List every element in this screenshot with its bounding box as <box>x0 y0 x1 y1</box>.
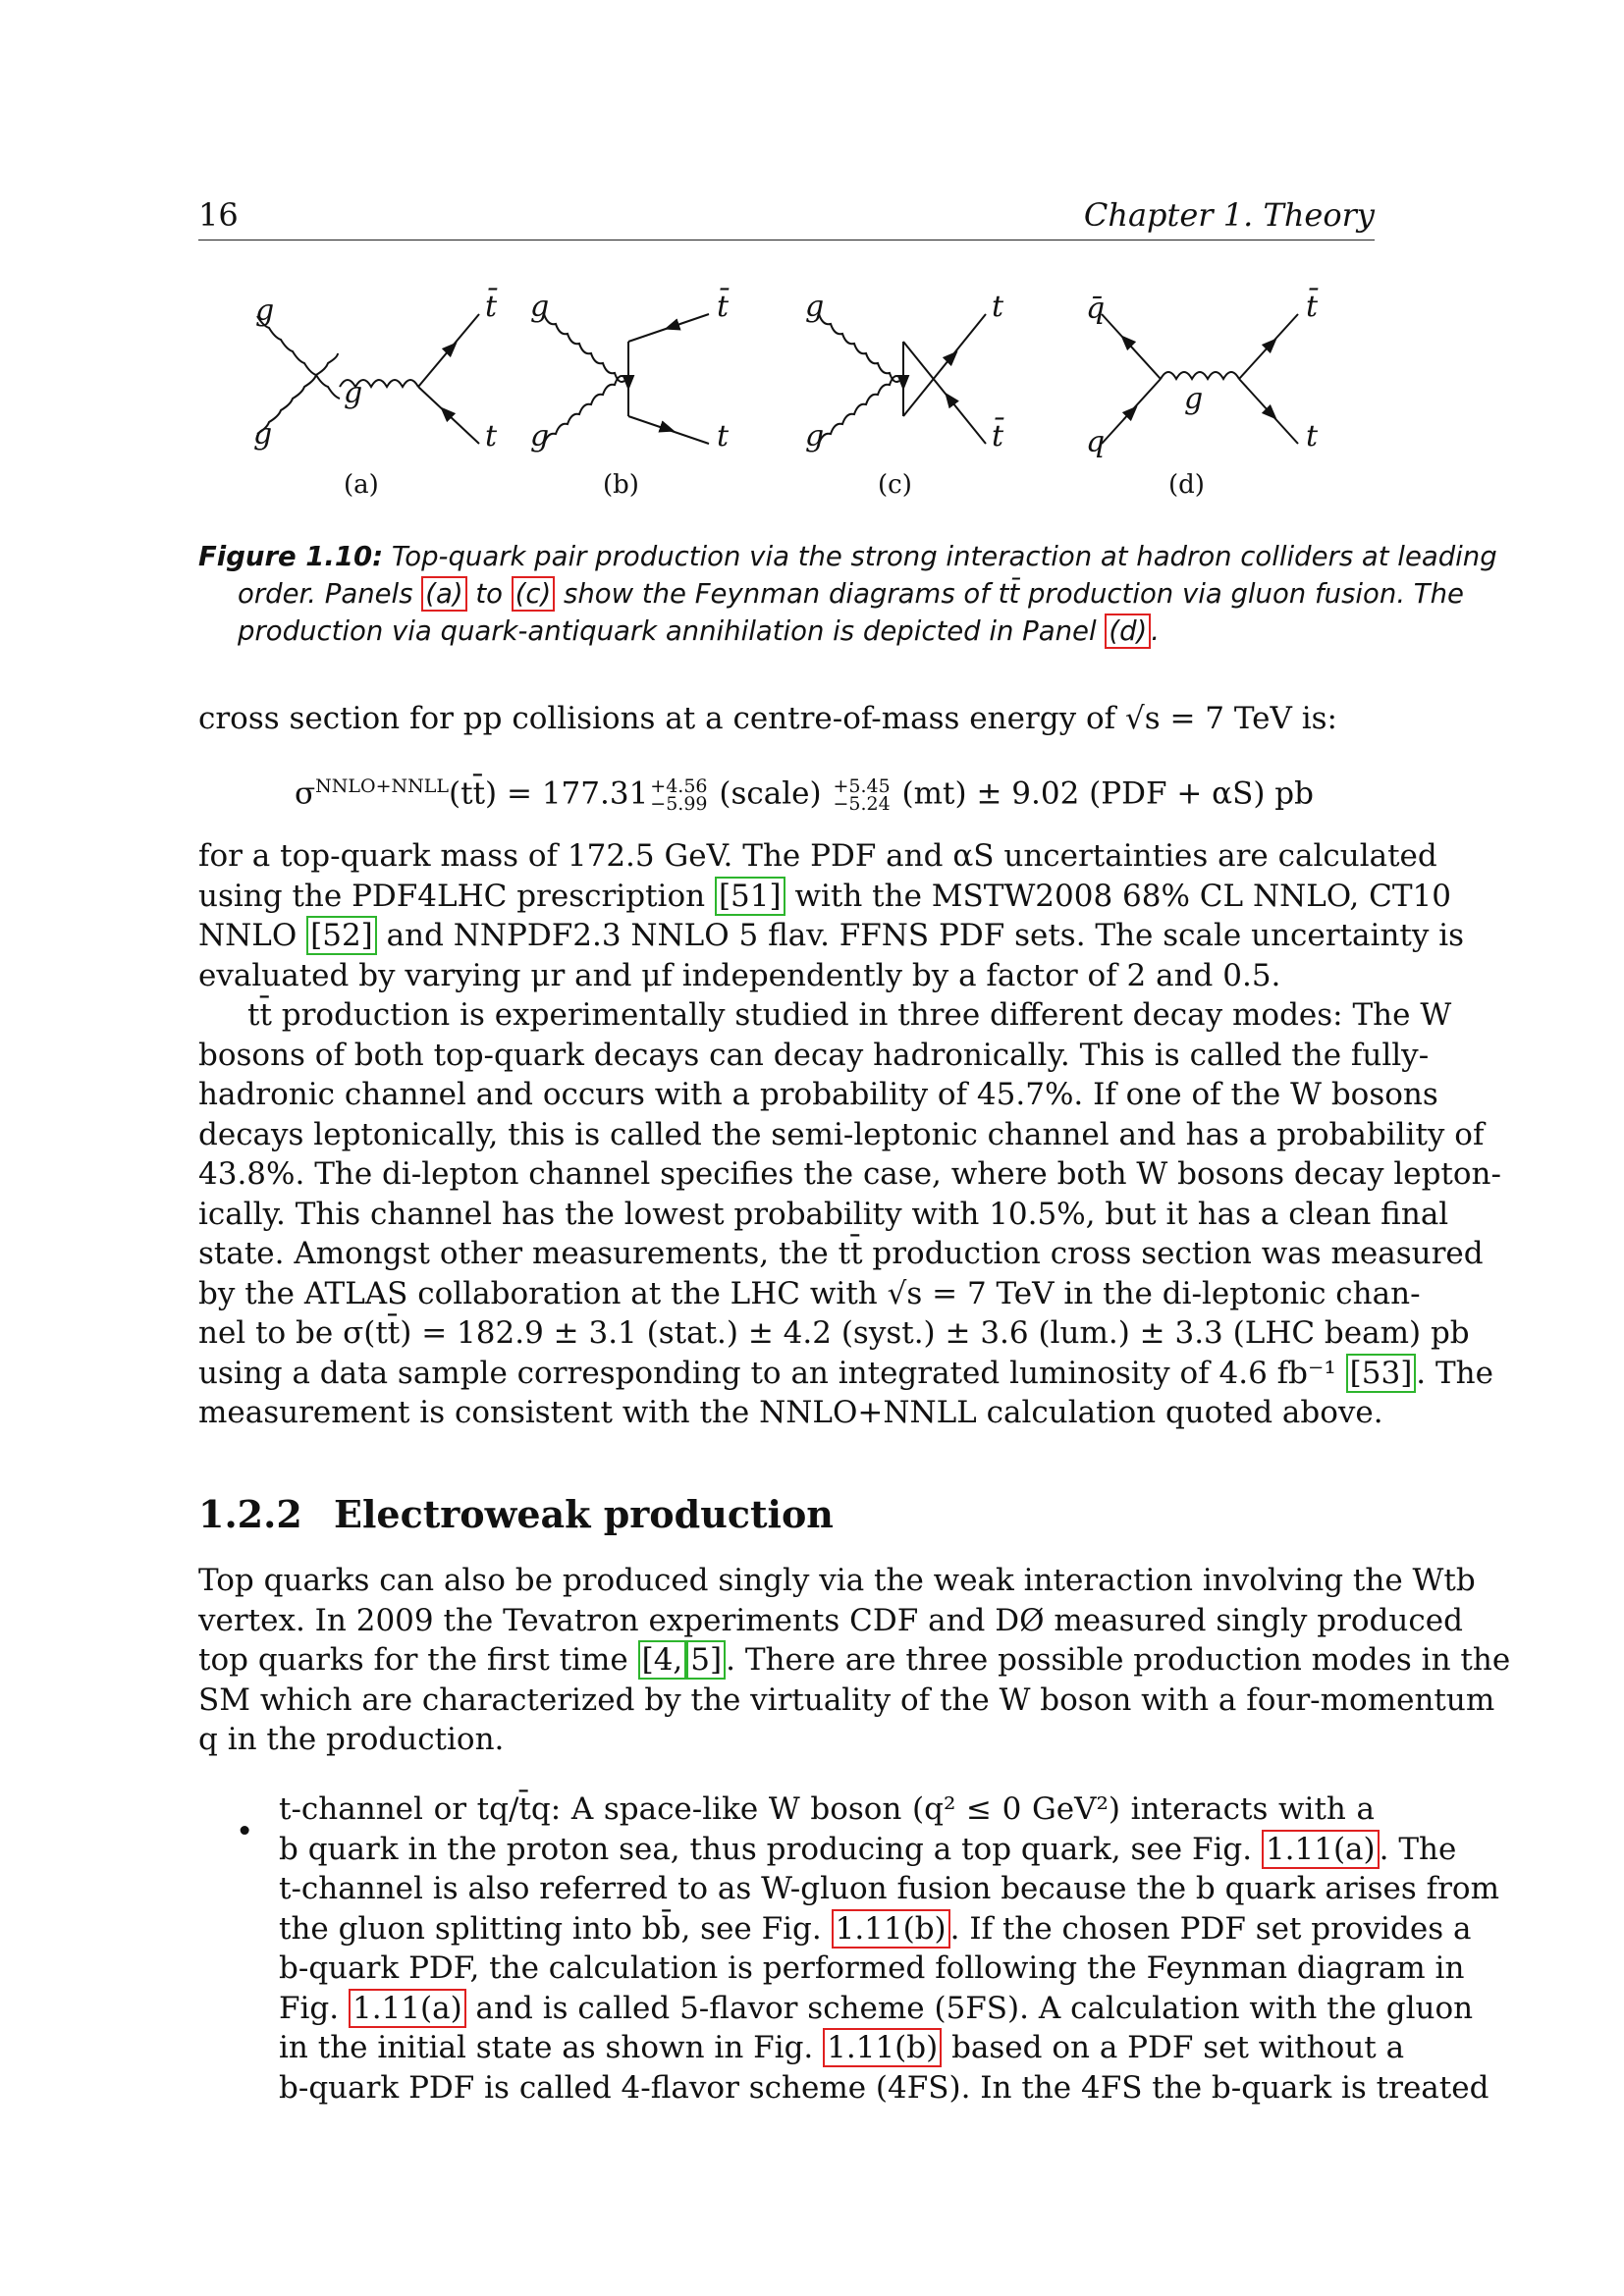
label-g: g <box>805 419 825 454</box>
body-text: the gluon splitting into bb̄, see Fig. <box>279 1910 822 1947</box>
body-text: vertex. In 2009 the Tevatron experiments CDF and DØ measured singly produced <box>198 1602 1463 1638</box>
panel-label-b: (b) <box>603 470 639 500</box>
caption-text: production via quark-antiquark annihilation is depicted in Panel <box>238 615 1097 647</box>
body-text: cross section for pp collisions at a centre-of-mass energy of √s = 7 TeV is: <box>198 701 1338 736</box>
eq-arg: (tt̄) = 177.31 <box>449 775 649 812</box>
paragraph-3 <box>198 1561 1511 1760</box>
ref-panel-d[interactable]: (d) <box>1105 614 1151 649</box>
diagram-c <box>819 314 986 444</box>
diagram-b <box>544 314 709 444</box>
diagram-d <box>1102 314 1298 444</box>
figure-caption <box>198 538 1497 650</box>
body-text: by the ATLAS collaboration at the LHC with √s = 7 TeV in the di-leptonic chan- <box>198 1275 1421 1311</box>
body-text: using the PDF4LHC prescription <box>198 878 706 914</box>
caption-text: Top-quark pair production via the strong interaction at hadron colliders at leading <box>391 541 1497 572</box>
page-header <box>198 196 1375 240</box>
body-text: top quarks for the first time <box>198 1642 628 1678</box>
body-text: with the MSTW2008 68% CL NNLO, CT10 <box>794 878 1451 914</box>
label-t: t <box>485 419 498 454</box>
label-tbar: t̄ <box>485 290 498 324</box>
citation-5[interactable]: 5] <box>686 1640 726 1680</box>
chapter-title: Chapter 1. Theory <box>1083 196 1375 234</box>
body-text: and NNPDF2.3 NNLO 5 flav. FFNS PDF sets. The scale uncertainty is <box>386 918 1465 953</box>
eq-mt-unc <box>833 774 891 815</box>
label-g: g <box>530 290 550 324</box>
paragraph-2 <box>198 995 1501 1433</box>
label-qbar: q̄ <box>1086 292 1106 326</box>
page-number: 16 <box>198 196 239 234</box>
label-g: g <box>805 290 825 324</box>
eq-sup: NNLO+NNLL <box>315 775 450 797</box>
section-title: Electroweak production <box>334 1492 834 1536</box>
eq-dn: −5.99 <box>650 792 708 815</box>
body-text: measurement is consistent with the NNLO+NNLL calculation quoted above. <box>198 1395 1383 1430</box>
intro-line <box>198 699 1375 739</box>
body-text: tt̄ production is experimentally studied in three different decay modes: The W <box>247 997 1452 1033</box>
ref-fig-1-11b[interactable]: 1.11(b) <box>832 1909 950 1949</box>
label-g: g <box>1184 382 1204 416</box>
ref-fig-1-11a[interactable]: 1.11(a) <box>1262 1830 1380 1869</box>
caption-text: show the Feynman diagrams of tt̄ production via gluon fusion. The <box>564 578 1464 610</box>
caption-text: order. Panels <box>238 578 413 610</box>
label-tbar: t̄ <box>1306 290 1319 324</box>
body-text: t-channel or tq/t̄q: A space-like W boson (q² ≤ 0 GeV²) interacts with a <box>279 1791 1375 1827</box>
label-q: q <box>1086 425 1106 459</box>
label-tbar: t̄ <box>992 419 1004 454</box>
feynman-diagrams-figure <box>198 287 1375 510</box>
label-t: t <box>992 290 1004 324</box>
diagram-a <box>257 314 479 444</box>
body-text: q in the production. <box>198 1722 505 1757</box>
eq-dn: −5.24 <box>833 792 891 815</box>
section-number: 1.2.2 <box>198 1492 302 1536</box>
body-text: hadronic channel and occurs with a probability of 45.7%. If one of the W bosons <box>198 1077 1438 1112</box>
label-tbar: t̄ <box>717 290 730 324</box>
label-g: g <box>255 294 275 328</box>
body-text: 43.8%. The di-lepton channel specifies the case, where both W bosons decay lepton- <box>198 1156 1501 1192</box>
feynman-svg <box>198 287 1375 510</box>
body-text: and is called 5-flavor scheme (5FS). A calculation with the gluon <box>475 1990 1474 2026</box>
body-text: Fig. <box>279 1990 340 2026</box>
eq-lhs: σ <box>295 775 316 812</box>
eq-scale-unc <box>650 774 708 815</box>
body-text: nel to be σ(tt̄) = 182.9 ± 3.1 (stat.) ± 4.2 (syst.) ± 3.6 (lum.) ± 3.3 (LHC beam) pb <box>198 1315 1470 1351</box>
label-t: t <box>717 419 730 454</box>
label-g: g <box>530 419 550 454</box>
body-text: decays leptonically, this is called the semi-leptonic channel and has a probability of <box>198 1116 1485 1152</box>
caption-title: Figure 1.10: <box>198 541 384 572</box>
ref-panel-c[interactable]: (c) <box>512 576 556 612</box>
body-text: using a data sample corresponding to an integrated luminosity of 4.6 fb⁻¹ <box>198 1355 1336 1391</box>
body-text: b-quark PDF, the calculation is performed following the Feynman diagram in <box>279 1950 1465 1986</box>
body-text: ically. This channel has the lowest probability with 10.5%, but it has a clean final <box>198 1196 1449 1232</box>
label-g: g <box>253 417 273 452</box>
body-text: based on a PDF set without a <box>951 2030 1405 2065</box>
body-text: Top quarks can also be produced singly via the weak interaction involving the Wtb <box>198 1563 1476 1598</box>
body-text: . The <box>1416 1355 1493 1391</box>
citation-52[interactable]: [52] <box>306 916 377 955</box>
ref-fig-1-11b[interactable]: 1.11(b) <box>823 2028 942 2067</box>
eq-rest: ± 9.02 (PDF + αS) pb <box>976 775 1314 812</box>
panel-label-c: (c) <box>878 470 912 500</box>
body-text: . If the chosen PDF set provides a <box>949 1910 1472 1947</box>
body-text: state. Amongst other measurements, the tt̄ production cross section was measured <box>198 1236 1484 1271</box>
bullet-t-channel <box>279 1789 1499 2108</box>
body-text: . There are three possible production modes in the <box>726 1642 1511 1678</box>
body-text: . The <box>1379 1831 1457 1867</box>
body-text: evaluated by varying μr and μf independently by a factor of 2 and 0.5. <box>198 957 1281 993</box>
body-text: NNLO <box>198 918 298 953</box>
citation-4[interactable]: [4, <box>638 1640 687 1680</box>
paragraph-1 <box>198 836 1465 995</box>
section-heading <box>198 1492 834 1536</box>
ref-fig-1-11a[interactable]: 1.11(a) <box>349 1989 466 2028</box>
label-g: g <box>344 376 363 410</box>
caption-text: to <box>475 578 503 610</box>
panel-label-a: (a) <box>344 470 379 500</box>
body-text: in the initial state as shown in Fig. <box>279 2030 814 2065</box>
label-t: t <box>1306 419 1319 454</box>
panel-label-d: (d) <box>1168 470 1205 500</box>
body-text: SM which are characterized by the virtuality of the W boson with a four-momentum <box>198 1682 1495 1718</box>
eq-mt-label: (mt) <box>901 775 967 812</box>
ref-panel-a[interactable]: (a) <box>421 576 466 612</box>
eq-up: +5.45 <box>833 774 891 797</box>
citation-53[interactable]: [53] <box>1346 1354 1417 1393</box>
body-text: bosons of both top-quark decays can decay hadronically. This is called the fully- <box>198 1037 1430 1073</box>
body-text: b-quark PDF is called 4-flavor scheme (4FS). In the 4FS the b-quark is treated <box>279 2069 1489 2106</box>
body-text: t-channel is also referred to as W-gluon fusion because the b quark arises from <box>279 1871 1499 1906</box>
cross-section-equation <box>295 775 1314 813</box>
eq-up: +4.56 <box>650 774 708 797</box>
body-text: for a top-quark mass of 172.5 GeV. The PDF and αS uncertainties are calculated <box>198 838 1437 874</box>
caption-text: . <box>1151 615 1161 647</box>
body-text: b quark in the proton sea, thus producing a top quark, see Fig. <box>279 1831 1253 1867</box>
eq-scale-label: (scale) <box>719 775 822 812</box>
citation-51[interactable]: [51] <box>715 877 785 916</box>
bullet-mark: • <box>236 1814 254 1849</box>
